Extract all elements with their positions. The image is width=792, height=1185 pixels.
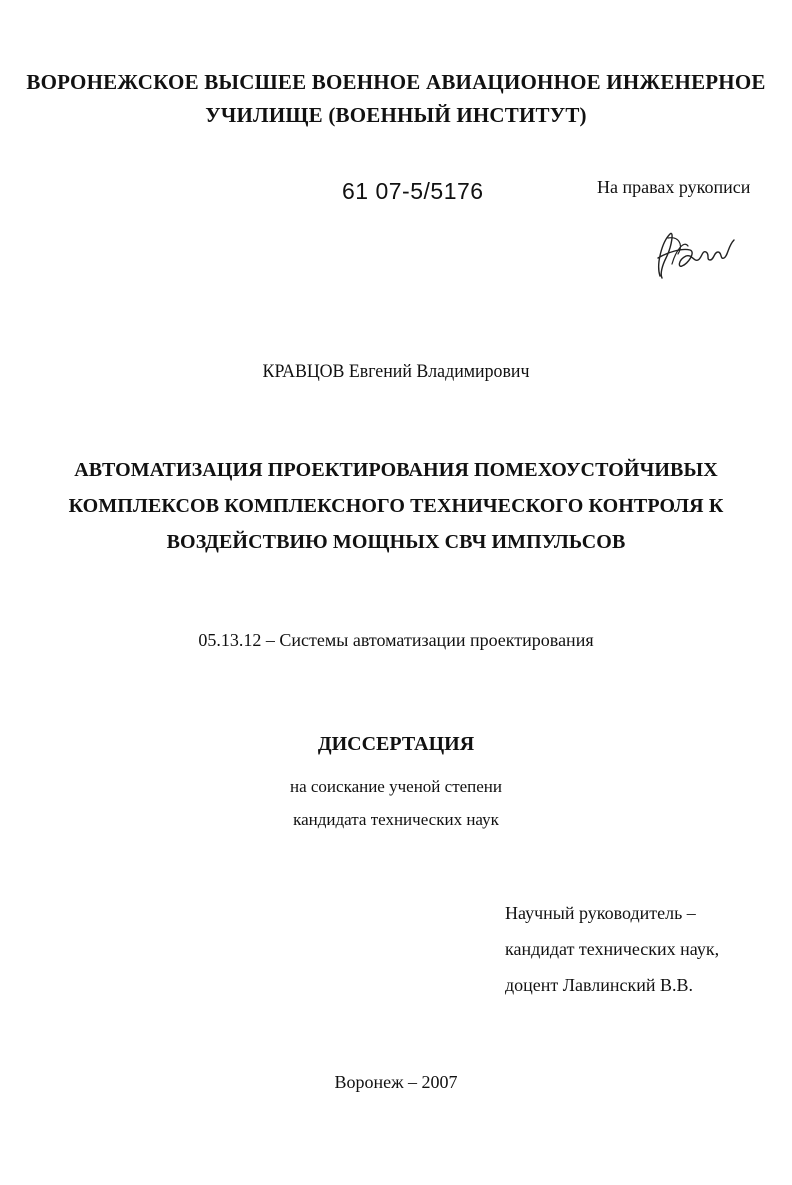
document-type: ДИССЕРТАЦИЯ — [317, 733, 475, 755]
title-line-1: АВТОМАТИЗАЦИЯ ПРОЕКТИРОВАНИЯ ПОМЕХОУСТОЙЧИВЫХ — [74, 459, 718, 481]
specialty-code: 05.13.12 – Системы автоматизации проектирования — [198, 630, 594, 650]
scientific-advisor — [505, 895, 719, 1003]
advisor-line-1: Научный руководитель – — [505, 903, 696, 923]
degree-line-2: кандидата технических наук — [293, 810, 499, 829]
title-line-3: ВОЗДЕЙСТВИЮ МОЩНЫХ СВЧ ИМПУЛЬСОВ — [166, 531, 626, 553]
city-year: Воронеж – 2007 — [334, 1072, 458, 1092]
stamp-code: 61 07-5/5176 — [342, 178, 484, 204]
degree-statement — [0, 770, 792, 836]
institution-header — [0, 66, 792, 132]
manuscript-rights: На правах рукописи — [597, 177, 751, 197]
institution-line-1: ВОРОНЕЖСКОЕ ВЫСШЕЕ ВОЕННОЕ АВИАЦИОННОЕ ИНЖЕНЕРНОЕ — [26, 70, 766, 94]
degree-line-1: на соискание ученой степени — [289, 777, 503, 796]
dissertation-title — [0, 452, 792, 560]
author-name: КРАВЦОВ Евгений Владимирович — [262, 361, 530, 382]
institution-line-2: УЧИЛИЩЕ (ВОЕННЫЙ ИНСТИТУТ) — [205, 103, 587, 127]
signature-icon — [648, 224, 738, 284]
advisor-line-3: доцент Лавлинский В.В. — [505, 975, 693, 995]
advisor-line-2: кандидат технических наук, — [505, 939, 720, 959]
title-line-2: КОМПЛЕКСОВ КОМПЛЕКСНОГО ТЕХНИЧЕСКОГО КОНТРОЛЯ К — [68, 495, 724, 517]
